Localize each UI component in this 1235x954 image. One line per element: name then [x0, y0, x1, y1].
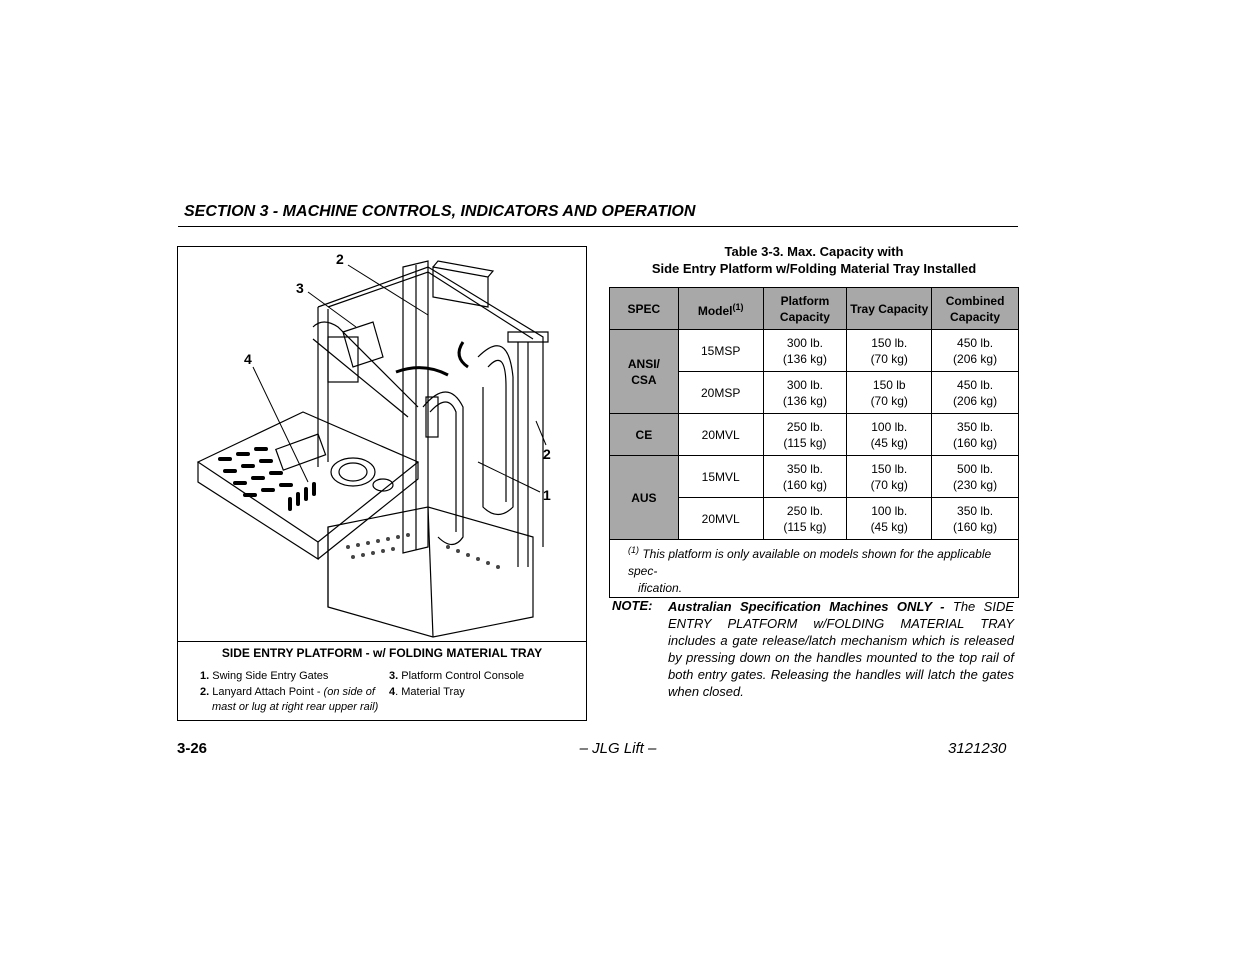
platform-figure — [177, 246, 587, 721]
callout-1: 1 — [543, 487, 551, 503]
table-row — [610, 414, 1019, 456]
legend-item-4: 4. Material Tray — [389, 686, 465, 698]
platform-illustration — [178, 247, 586, 641]
table-caption-line2: Side Entry Platform w/Folding Material Tray Installed — [651, 261, 977, 276]
model-cell: 20MVL — [678, 414, 763, 456]
tray-cell: 150 lb (70 kg) — [847, 372, 932, 414]
tray-cell: 100 lb. (45 kg) — [847, 414, 932, 456]
page-number: 3-26 — [177, 740, 208, 757]
tray-cell: 150 lb. (70 kg) — [847, 456, 932, 498]
callout-2-right: 2 — [543, 446, 551, 462]
note-label: NOTE: — [612, 598, 653, 613]
table-caption-line1: Table 3-3. Max. Capacity with — [724, 244, 904, 259]
spec-cell: AUS — [610, 456, 679, 540]
platform-cell: 300 lb. (136 kg) — [763, 372, 847, 414]
tray-cell: 100 lb. (45 kg) — [847, 498, 932, 540]
combined-cell: 350 lb. (160 kg) — [932, 498, 1019, 540]
tray-cell: 150 lb. (70 kg) — [847, 330, 932, 372]
table-footnote-row — [610, 540, 1019, 598]
header-combined-capacity: Combined Capacity — [932, 288, 1019, 330]
spec-cell: CE — [610, 414, 679, 456]
callout-3: 3 — [296, 280, 304, 296]
document-number: 3121230 — [948, 740, 1007, 757]
callout-2-top: 2 — [336, 251, 344, 267]
platform-cell: 350 lb. (160 kg) — [763, 456, 847, 498]
combined-cell: 450 lb. (206 kg) — [932, 372, 1019, 414]
legend-item-2: 2. Lanyard Attach Point - (on side of — [200, 686, 375, 698]
table-row — [610, 330, 1019, 372]
platform-cell: 250 lb. (115 kg) — [763, 498, 847, 540]
table-footnote: $^{(1)}$ This platform is only available on models shown for the applicable spec- ification. — [610, 540, 1019, 598]
model-cell: 20MSP — [678, 372, 763, 414]
platform-cell: 300 lb. (136 kg) — [763, 330, 847, 372]
section-title: SECTION 3 - MACHINE CONTROLS, INDICATORS AND OPERATION — [184, 203, 696, 220]
capacity-table — [609, 287, 1019, 598]
table-caption — [609, 243, 1019, 277]
table-row — [610, 456, 1019, 498]
callout-4: 4 — [244, 351, 252, 367]
combined-cell: 500 lb. (230 kg) — [932, 456, 1019, 498]
footer-center: – JLG Lift – — [579, 740, 657, 757]
header-tray-capacity: Tray Capacity — [847, 288, 932, 330]
combined-cell: 350 lb. (160 kg) — [932, 414, 1019, 456]
note-text: Australian Specification Machines ONLY - The SIDE ENTRY PLATFORM w/FOLDING MATERIAL TRAY includes a gate release/latch mechanism which is released by pressing down on the handles mounted to the top rail of both entry gates. Releasing the handles will latch the gates when closed. — [668, 599, 1014, 699]
caption-rule — [178, 641, 586, 642]
legend-item-1: 1. Swing Side Entry Gates — [200, 670, 329, 682]
combined-cell: 450 lb. (206 kg) — [932, 330, 1019, 372]
header-platform-capacity: Platform Capacity — [763, 288, 847, 330]
title-rule — [178, 226, 1018, 227]
model-cell: 15MVL — [678, 456, 763, 498]
model-cell: 15MSP — [678, 330, 763, 372]
figure-caption: SIDE ENTRY PLATFORM - w/ FOLDING MATERIAL TRAY — [221, 646, 543, 660]
table-header-row — [610, 288, 1019, 330]
header-spec: SPEC — [610, 288, 679, 330]
platform-cell: 250 lb. (115 kg) — [763, 414, 847, 456]
model-cell: 20MVL — [678, 498, 763, 540]
spec-cell: ANSI/ CSA — [610, 330, 679, 414]
header-model: Model$^{(1)}$ — [678, 288, 763, 330]
legend-item-2-cont: mast or lug at right rear upper rail) — [212, 701, 379, 713]
legend-item-3: 3. Platform Control Console — [389, 670, 525, 682]
